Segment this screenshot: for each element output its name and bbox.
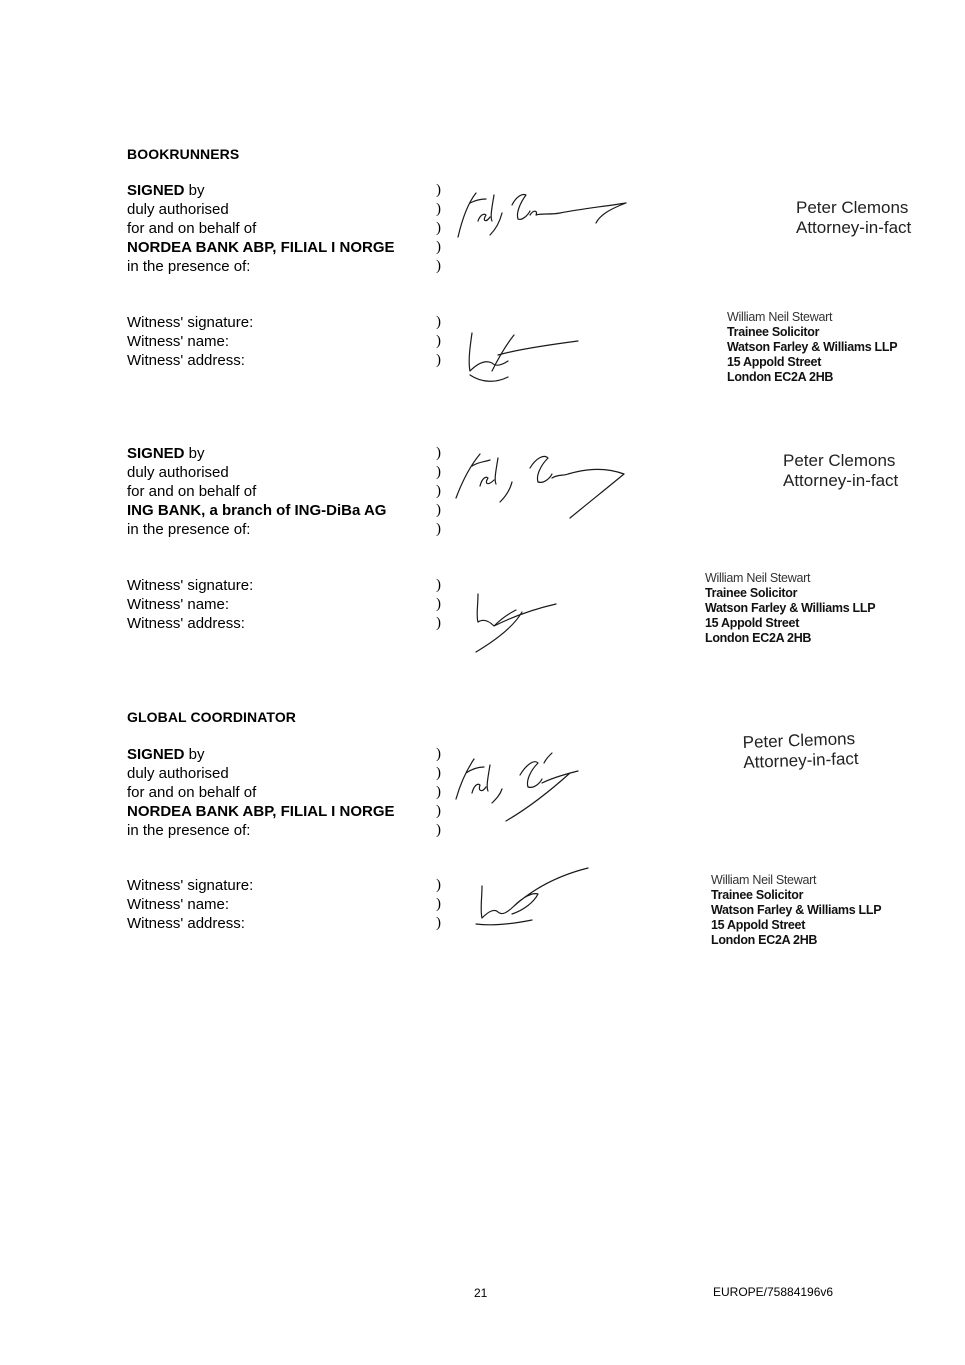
witness-name-label: Witness' name: (127, 333, 230, 350)
by-label: by (184, 182, 205, 199)
witness-stamp-3 (711, 873, 881, 948)
witness-signature-label: Witness' signature: (127, 314, 254, 331)
bracket-column: ) ) ) ) ) (436, 445, 441, 537)
duly-authorised-label: duly authorised (127, 765, 229, 782)
witness-block-1-labels (127, 313, 253, 370)
witness-street: 15 Appold Street (705, 616, 800, 630)
attorney-stamp-3 (742, 729, 859, 773)
signature-block-2-labels (127, 444, 386, 539)
attorney-signature-3 (450, 745, 590, 825)
witness-street: 15 Appold Street (727, 355, 822, 369)
signature-block-3-labels (127, 745, 395, 840)
document-reference: EUROPE/75884196v6 (713, 1285, 834, 1299)
witness-firm: Watson Farley & Williams LLP (705, 601, 876, 615)
bracket-column: ) ) ) (436, 877, 441, 931)
witness-block-2-labels (127, 576, 253, 633)
by-label: by (184, 746, 205, 763)
attorney-name: Peter Clemons (796, 198, 909, 217)
duly-authorised-label: duly authorised (127, 201, 229, 218)
witness-name-label: Witness' name: (127, 596, 230, 613)
entity-name: ING BANK, a branch of ING-DiBa AG (127, 502, 387, 519)
witness-signature-1 (462, 325, 582, 385)
attorney-name: Peter Clemons (742, 729, 856, 753)
witness-city: London EC2A 2HB (705, 631, 812, 645)
attorney-stamp-1 (796, 198, 911, 238)
on-behalf-label: for and on behalf of (127, 483, 257, 500)
signed-label: SIGNED (127, 445, 185, 462)
bracket-column: ) ) ) (436, 314, 441, 368)
witness-name: William Neil Stewart (727, 310, 833, 324)
witness-name-label: Witness' name: (127, 896, 230, 913)
witness-title: Trainee Solicitor (711, 888, 804, 902)
on-behalf-label: for and on behalf of (127, 220, 257, 237)
witness-title: Trainee Solicitor (705, 586, 798, 600)
attorney-name: Peter Clemons (783, 451, 896, 470)
witness-firm: Watson Farley & Williams LLP (711, 903, 882, 917)
attorney-signature-2 (452, 444, 632, 524)
bracket-column: ) ) ) ) ) (436, 746, 441, 838)
witness-signature-label: Witness' signature: (127, 577, 254, 594)
attorney-title: Attorney-in-fact (743, 748, 859, 772)
presence-label: in the presence of: (127, 521, 251, 538)
section-heading-bookrunners: BOOKRUNNERS (127, 146, 240, 162)
entity-name: NORDEA BANK ABP, FILIAL I NORGE (127, 239, 395, 256)
on-behalf-label: for and on behalf of (127, 784, 257, 801)
duly-authorised-label: duly authorised (127, 464, 229, 481)
witness-signature-label: Witness' signature: (127, 877, 254, 894)
witness-name: William Neil Stewart (705, 571, 811, 585)
entity-name: NORDEA BANK ABP, FILIAL I NORGE (127, 803, 395, 820)
attorney-stamp-2 (783, 451, 898, 491)
witness-address-label: Witness' address: (127, 615, 245, 632)
attorney-title: Attorney-in-fact (796, 218, 912, 237)
witness-address-label: Witness' address: (127, 915, 245, 932)
bracket-column: ) ) ) ) ) (436, 182, 441, 274)
attorney-title: Attorney-in-fact (783, 471, 899, 490)
bracket-column: ) ) ) (436, 577, 441, 631)
witness-title: Trainee Solicitor (727, 325, 820, 339)
page-number: 21 (474, 1286, 488, 1300)
attorney-signature-1 (450, 185, 630, 245)
presence-label: in the presence of: (127, 258, 251, 275)
witness-signature-3 (472, 866, 592, 936)
witness-signature-2 (470, 588, 570, 658)
witness-stamp-2 (705, 571, 875, 646)
witness-address-label: Witness' address: (127, 352, 245, 369)
presence-label: in the presence of: (127, 822, 251, 839)
witness-stamp-1 (727, 310, 897, 385)
signature-block-1-labels (127, 181, 395, 276)
witness-name: William Neil Stewart (711, 873, 817, 887)
witness-city: London EC2A 2HB (727, 370, 834, 384)
section-heading-global-coordinator: GLOBAL COORDINATOR (127, 709, 297, 725)
signed-label: SIGNED (127, 182, 185, 199)
witness-firm: Watson Farley & Williams LLP (727, 340, 898, 354)
witness-city: London EC2A 2HB (711, 933, 818, 947)
by-label: by (184, 445, 205, 462)
witness-street: 15 Appold Street (711, 918, 806, 932)
witness-block-3-labels (127, 876, 253, 933)
signed-label: SIGNED (127, 746, 185, 763)
